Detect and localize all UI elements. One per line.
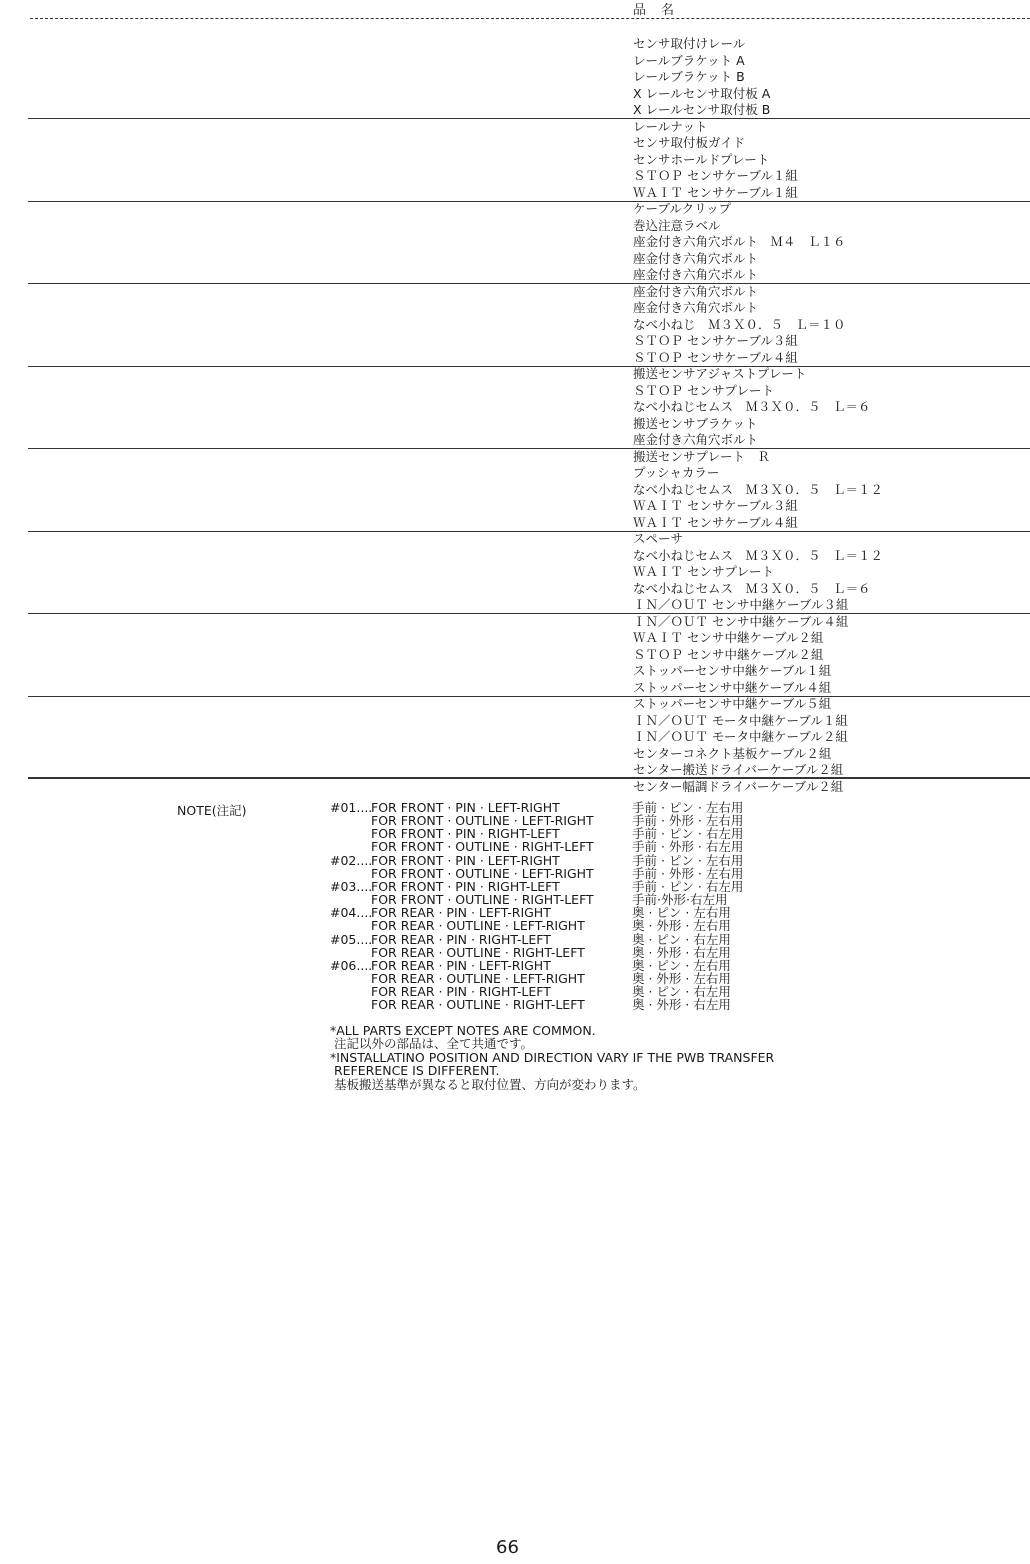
- note-japanese: 奥 · ピン · 左右用: [632, 905, 731, 921]
- note-japanese: 奥 · 外形 · 左右用: [632, 970, 731, 986]
- part-group: [633, 366, 871, 449]
- part-name: センサホールドプレート: [633, 151, 770, 167]
- part-name: ＳＴＯＰ センサプレート: [633, 382, 774, 398]
- part-name: 搬送センサプレート Ｒ: [633, 448, 771, 464]
- part-name: センター搬送ドライバーケーブル２組: [633, 762, 844, 777]
- part-group: [633, 284, 846, 367]
- part-name: X レールセンサ取付板 B: [633, 102, 771, 117]
- note-japanese: 奥 · ピン · 右左用: [632, 931, 731, 947]
- row-divider: [28, 696, 1030, 697]
- part-name: ストッパーセンサ中継ケーブル５組: [633, 696, 832, 711]
- part-name: なべ小ねじセムス Ｍ３Ｘ０．５ Ｌ＝１２: [633, 481, 884, 497]
- part-name: ＳＴＯＰ センサケーブル１組: [633, 168, 798, 183]
- note-code: #01....: [330, 800, 373, 815]
- part-name: スペーサ: [633, 531, 684, 546]
- part-name: 搬送センサアジャストプレート: [633, 366, 807, 381]
- row-divider: [28, 118, 1030, 119]
- note-english: FOR REAR · OUTLINE · LEFT-RIGHT: [371, 918, 585, 934]
- note-code: #02....: [330, 852, 373, 868]
- part-group: [633, 531, 883, 614]
- part-name: 巻込注意ラベル: [633, 217, 721, 233]
- note-label: NOTE(注記): [177, 803, 247, 818]
- part-name: ＩＮ／ＯＵＴ モータ中継ケーブル２組: [633, 729, 848, 744]
- part-name: なべ小ねじセムス Ｍ３Ｘ０．５ Ｌ＝６: [633, 580, 871, 596]
- note-english: FOR REAR · OUTLINE · RIGHT-LEFT: [371, 997, 585, 1013]
- note-japanese: 手前·外形·右左用: [632, 892, 728, 908]
- part-group: [633, 36, 770, 119]
- note-japanese: 奥 · ピン · 右左用: [632, 984, 731, 1000]
- note-english: FOR REAR · PIN · LEFT-RIGHT: [371, 957, 551, 973]
- note-japanese: 奥 · 外形 · 右左用: [632, 944, 731, 960]
- row-divider: [28, 201, 1030, 202]
- part-name: ＳＴＯＰ センサ中継ケーブル２組: [633, 646, 824, 662]
- part-group: [633, 119, 798, 202]
- note-english: FOR FRONT · PIN · LEFT-RIGHT: [371, 852, 560, 868]
- note-code: #04....: [330, 905, 373, 921]
- note-code: #03....: [330, 878, 373, 894]
- part-name: ＩＮ／ＯＵＴ センサ中継ケーブル４組: [633, 613, 849, 629]
- part-name: ＷＡＩＴ センサケーブル４組: [633, 514, 798, 530]
- footnote-line: *ALL PARTS EXCEPT NOTES ARE COMMON.: [330, 1023, 596, 1038]
- part-name: なべ小ねじセムス Ｍ３Ｘ０．５ Ｌ＝１２: [633, 547, 884, 563]
- note-japanese: 手前 · ピン · 左右用: [632, 800, 744, 815]
- part-group: [633, 779, 843, 796]
- note-english: FOR FRONT · OUTLINE · RIGHT-LEFT: [371, 839, 594, 855]
- footnote-line: 基板搬送基準が異なると取付位置、方向が変わります。: [330, 1076, 646, 1092]
- part-name: ＩＮ／ＯＵＴ モータ中継ケーブル１組: [633, 712, 848, 728]
- note-english: FOR FRONT · OUTLINE · LEFT-RIGHT: [371, 813, 594, 829]
- part-name: ストッパーセンサ中継ケーブル４組: [633, 679, 832, 695]
- part-group: [633, 696, 848, 779]
- row-divider: [28, 777, 1030, 778]
- note-japanese: 手前 · 外形 · 左右用: [632, 813, 744, 829]
- part-name: 座金付き六角穴ボルト Ｍ４ Ｌ１６: [633, 234, 846, 249]
- part-name: 座金付き六角穴ボルト: [633, 267, 759, 282]
- note-japanese: 奥 · 外形 · 左右用: [632, 918, 731, 934]
- header-dashed-divider: [30, 18, 1030, 19]
- footnote-line: 注記以外の部品は、全て共通です。: [330, 1036, 533, 1052]
- note-english: FOR REAR · PIN · LEFT-RIGHT: [371, 905, 551, 921]
- part-name: 座金付き六角穴ボルト: [633, 432, 759, 447]
- row-divider: [28, 366, 1030, 367]
- note-japanese: 奥 · 外形 · 右左用: [632, 997, 731, 1013]
- part-name: ＷＡＩＴ センサケーブル３組: [633, 498, 798, 513]
- note-code: #06....: [330, 957, 373, 973]
- note-japanese: 手前 · 外形 · 左右用: [632, 865, 744, 881]
- part-name: レールブラケット B: [633, 69, 745, 84]
- note-english: FOR REAR · OUTLINE · RIGHT-LEFT: [371, 944, 585, 960]
- part-name: ケーブルクリップ: [633, 201, 732, 216]
- part-name: ストッパーセンサ中継ケーブル１組: [633, 663, 832, 678]
- footnote-line: *INSTALLATINO POSITION AND DIRECTION VARY IF THE PWB TRANSFER: [330, 1049, 775, 1065]
- note-japanese: 手前 · ピン · 右左用: [632, 878, 744, 894]
- part-name: 搬送センサブラケット: [633, 415, 758, 431]
- part-name: プッシャカラー: [633, 465, 720, 480]
- part-name: ＷＡＩＴ センサ中継ケーブル２組: [633, 630, 824, 645]
- note-english: FOR REAR · PIN · RIGHT-LEFT: [371, 931, 551, 947]
- part-name: 座金付き六角穴ボルト: [633, 300, 759, 315]
- part-name: センター幅調ドライバーケーブル２組: [633, 778, 844, 794]
- part-name: なべ小ねじセムス Ｍ３Ｘ０．５ Ｌ＝６: [633, 399, 871, 414]
- part-group: [633, 449, 883, 532]
- part-name: 座金付き六角穴ボルト: [633, 250, 759, 266]
- part-name: X レールセンサ取付板 A: [633, 85, 771, 101]
- note-english: FOR REAR · PIN · RIGHT-LEFT: [371, 984, 551, 1000]
- part-name: なべ小ねじ Ｍ３Ｘ０．５ Ｌ＝１０: [633, 316, 846, 332]
- row-divider: [28, 778, 1030, 779]
- part-name: センサ取付けレール: [633, 36, 746, 51]
- note-japanese: 手前 · 外形 · 右左用: [632, 839, 744, 855]
- part-name: ＳＴＯＰ センサケーブル３組: [633, 333, 798, 348]
- part-group: [633, 201, 846, 284]
- page-number: 66: [496, 1537, 519, 1558]
- row-divider: [28, 613, 1030, 614]
- note-english: FOR REAR · OUTLINE · LEFT-RIGHT: [371, 970, 585, 986]
- part-group: [633, 614, 848, 697]
- note-english: FOR FRONT · PIN · RIGHT-LEFT: [371, 826, 560, 842]
- note-japanese: 奥 · ピン · 左右用: [632, 957, 731, 973]
- part-name: 座金付き六角穴ボルト: [633, 283, 759, 299]
- part-name: ＷＡＩＴ センサプレート: [633, 564, 774, 579]
- note-english: FOR FRONT · OUTLINE · LEFT-RIGHT: [371, 865, 594, 881]
- row-divider: [28, 283, 1030, 284]
- note-japanese: 手前 · ピン · 右左用: [632, 826, 744, 842]
- note-code: #05....: [330, 931, 373, 947]
- footnote-line: REFERENCE IS DIFFERENT.: [330, 1063, 500, 1079]
- part-name: センターコネクト基板ケーブル２組: [633, 745, 832, 761]
- part-name: レールブラケット A: [633, 52, 745, 68]
- part-name-header: 品 名: [633, 3, 676, 18]
- part-name: ＩＮ／ＯＵＴ センサ中継ケーブル３組: [633, 597, 849, 612]
- part-name: センサ取付板ガイド: [633, 135, 746, 150]
- part-name: ＳＴＯＰ センサケーブル４組: [633, 349, 798, 365]
- note-japanese: 手前 · ピン · 左右用: [632, 852, 744, 868]
- note-english: FOR FRONT · PIN · RIGHT-LEFT: [371, 878, 560, 894]
- note-english: FOR FRONT · PIN · LEFT-RIGHT: [371, 800, 560, 815]
- part-name: ＷＡＩＴ センサケーブル１組: [633, 184, 798, 200]
- part-name: レールナット: [633, 118, 708, 134]
- note-english: FOR FRONT · OUTLINE · RIGHT-LEFT: [371, 892, 594, 908]
